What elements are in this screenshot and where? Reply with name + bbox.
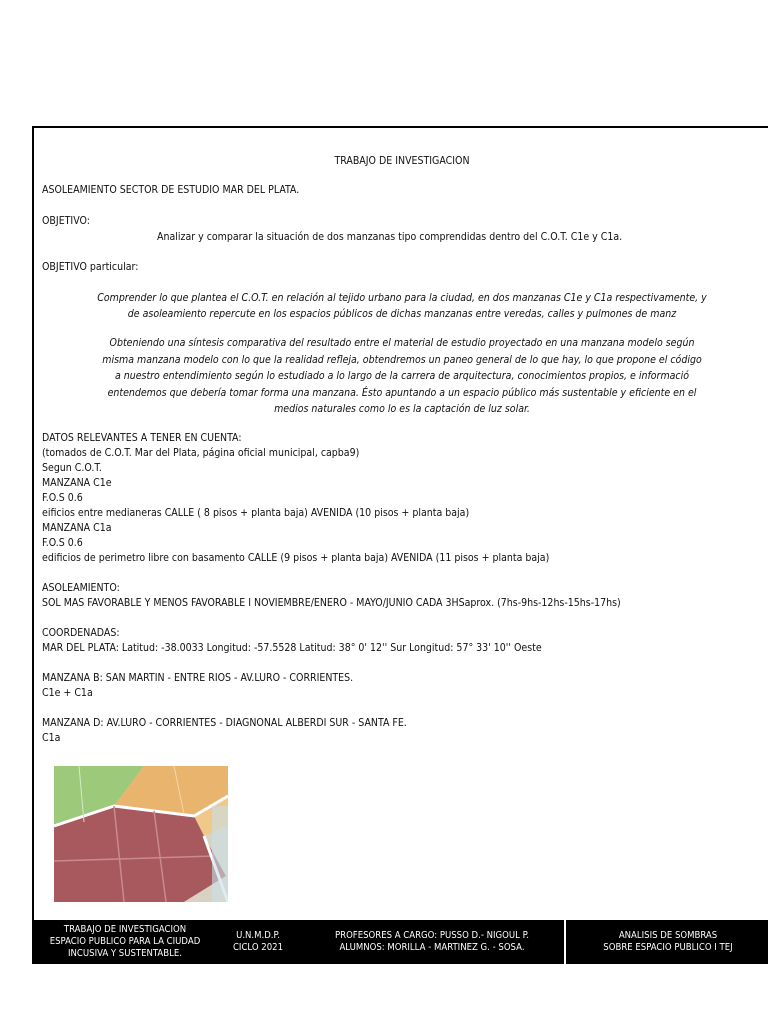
zoning-map-graphic bbox=[54, 766, 228, 902]
footer-project-line: TRABAJO DE INVESTIGACION bbox=[63, 924, 187, 935]
doc-title: TRABAJO DE INVESTIGACION bbox=[334, 155, 470, 167]
sintesis-line-5: medios naturales como lo es la captación de luz solar. bbox=[274, 403, 530, 415]
footer-students: ALUMNOS: MORILLA - MARTINEZ G. - SOSA. bbox=[339, 942, 525, 953]
footer-university: U.N.M.D.P. bbox=[236, 930, 280, 941]
datos-line: (tomados de C.O.T. Mar del Plata, página oficial municipal, capba9) bbox=[42, 447, 360, 459]
footer-subject-line: ANALISIS DE SOMBRAS bbox=[618, 930, 718, 941]
sintesis-line-3: a nuestro entendimiento según lo estudiado a lo largo de la carrera de arquitectura, conocimientos propios, e informació bbox=[114, 370, 690, 382]
asoleamiento-text: SOL MAS FAVORABLE Y MENOS FAVORABLE I NOVIEMBRE/ENERO - MAYO/JUNIO CADA 3HSaprox. (7hs-9hs-12hs-15hs-17hs) bbox=[42, 597, 621, 609]
datos-line: F.O.S 0.6 bbox=[42, 537, 83, 549]
document-page bbox=[32, 126, 768, 964]
objetivo-label: OBJETIVO: bbox=[42, 215, 90, 227]
manzana-d-zones: C1a bbox=[42, 732, 61, 744]
datos-line: edificios de perimetro libre con basamento CALLE (9 pisos + planta baja) AVENIDA (11 pisos + planta baja) bbox=[42, 552, 550, 564]
objetivo-particular-label: OBJETIVO particular: bbox=[42, 261, 139, 273]
manzana-d-title: MANZANA D: AV.LURO - CORRIENTES - DIAGNONAL ALBERDI SUR - SANTA FE. bbox=[42, 717, 407, 729]
datos-line: Segun C.O.T. bbox=[42, 462, 102, 474]
objetivo-text: Analizar y comparar la situación de dos manzanas tipo comprendidas dentro del C.O.T. C1e y C1a. bbox=[157, 231, 623, 243]
doc-heading: ASOLEAMIENTO SECTOR DE ESTUDIO MAR DEL PLATA. bbox=[42, 184, 300, 196]
manzana-b-zones: C1e + C1a bbox=[42, 687, 93, 699]
objetivo-particular-line-1: Comprender lo que plantea el C.O.T. en relación al tejido urbano para la ciudad, en dos manzanas C1e y C1a respectivamente, y bbox=[97, 292, 707, 304]
footer-university-block bbox=[216, 920, 300, 964]
sintesis-line-2: misma manzana modelo con lo que la realidad refleja, obtendremos un paneo general de lo que hay, lo que propone el código bbox=[102, 354, 702, 366]
asoleamiento-label: ASOLEAMIENTO: bbox=[42, 582, 120, 594]
footer-professors: PROFESORES A CARGO: PUSSO D.- NIGOUL P. bbox=[334, 930, 530, 941]
datos-heading: DATOS RELEVANTES A TENER EN CUENTA: bbox=[42, 432, 242, 444]
footer-project-block bbox=[34, 920, 216, 964]
datos-line: eificios entre medianeras CALLE ( 8 pisos + planta baja) AVENIDA (10 pisos + planta baja) bbox=[42, 507, 470, 519]
zoning-map-image bbox=[54, 766, 228, 902]
coordenadas-label: COORDENADAS: bbox=[42, 627, 120, 639]
datos-line: MANZANA C1a bbox=[42, 522, 112, 534]
objetivo-particular-line-2: de asoleamiento repercute en los espacios públicos de dichas manzanas entre veredas, calles y pulmones de manz bbox=[127, 308, 677, 320]
manzana-b-title: MANZANA B: SAN MARTIN - ENTRE RIOS - AV.LURO - CORRIENTES. bbox=[42, 672, 354, 684]
footer-project-line: ESPACIO PUBLICO PARA LA CIUDAD bbox=[49, 936, 201, 947]
footer-subject-block bbox=[566, 920, 768, 964]
title-block-footer bbox=[34, 920, 768, 964]
footer-cycle: CICLO 2021 bbox=[232, 942, 284, 953]
coordenadas-text: MAR DEL PLATA: Latitud: -38.0033 Longitud: -57.5528 Latitud: 38° 0' 12'' Sur Longitud: 57° 33' 10'' Oeste bbox=[42, 642, 542, 654]
footer-project-line: INCUSIVA Y SUSTENTABLE. bbox=[68, 948, 182, 959]
footer-subject-line: SOBRE ESPACIO PUBLICO I TEJ bbox=[603, 942, 733, 953]
datos-line: MANZANA C1e bbox=[42, 477, 112, 489]
datos-line: F.O.S 0.6 bbox=[42, 492, 83, 504]
sintesis-line-4: entendemos que debería tomar forma una manzana. Ésto apuntando a un espacio público más sustentable y eficiente en el bbox=[107, 387, 697, 399]
footer-team-block bbox=[300, 920, 564, 964]
sintesis-line-1: Obteniendo una síntesis comparativa del resultado entre el material de estudio proyectado en una manzana modelo según bbox=[109, 337, 695, 349]
